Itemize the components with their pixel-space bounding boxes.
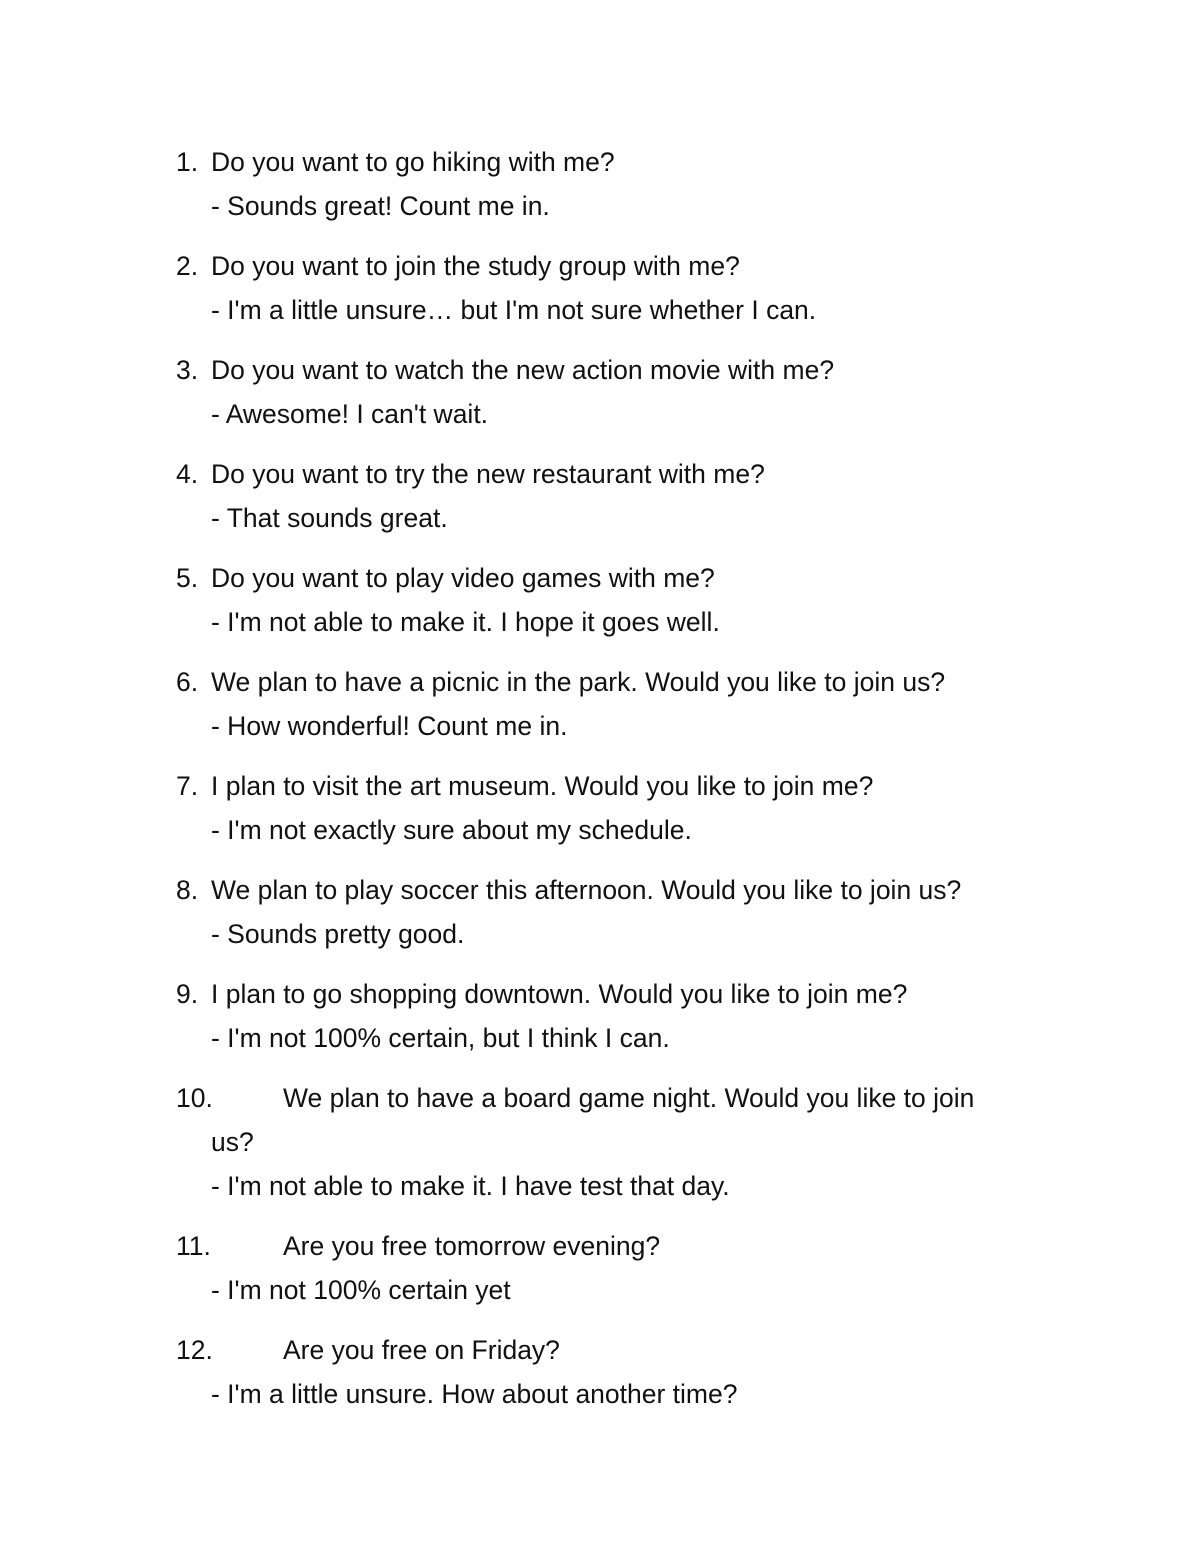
item-number: 1. (176, 147, 199, 177)
list-item (176, 660, 1056, 748)
answer-text: - How wonderful! Count me in. (211, 711, 568, 741)
question-list (176, 140, 1056, 1432)
answer-text: - I'm not exactly sure about my schedule. (211, 815, 692, 845)
answer-text: - That sounds great. (211, 503, 448, 533)
question-text: Do you want to watch the new action movie with me? (211, 355, 835, 385)
question-text: Do you want to play video games with me? (211, 563, 715, 593)
list-item (176, 972, 1056, 1060)
answer-text: - I'm not able to make it. I have test that day. (211, 1171, 730, 1201)
list-item (176, 1328, 1056, 1416)
answer-text: - Awesome! I can't wait. (211, 399, 489, 429)
answer-text: - I'm not 100% certain, but I think I can. (211, 1023, 670, 1053)
question-text: I plan to visit the art museum. Would you like to join me? (211, 771, 874, 801)
list-item (176, 556, 1056, 644)
question-text: Are you free on Friday? (283, 1335, 560, 1365)
question-text: Do you want to go hiking with me? (211, 147, 615, 177)
item-number: 9. (176, 979, 199, 1009)
list-item (176, 348, 1056, 436)
list-item (176, 1224, 1056, 1312)
list-item (176, 868, 1056, 956)
answer-text: - I'm not able to make it. I hope it goes well. (211, 607, 720, 637)
answer-text: - Sounds great! Count me in. (211, 191, 550, 221)
list-item (176, 764, 1056, 852)
question-block (176, 1076, 1056, 1164)
item-number: 7. (176, 771, 199, 801)
item-number: 12. (176, 1335, 213, 1365)
item-number: 11. (176, 1231, 211, 1261)
item-number: 10. (176, 1083, 213, 1113)
item-number: 6. (176, 667, 199, 697)
item-number: 8. (176, 875, 199, 905)
question-text: We plan to have a picnic in the park. Would you like to join us? (211, 667, 946, 697)
item-number: 2. (176, 251, 199, 281)
answer-text: - I'm a little unsure… but I'm not sure whether I can. (211, 295, 817, 325)
item-number: 5. (176, 563, 199, 593)
item-number: 3. (176, 355, 199, 385)
answer-text: - I'm a little unsure. How about another time? (211, 1379, 738, 1409)
question-text: Do you want to try the new restaurant with me? (211, 459, 765, 489)
question-text: Do you want to join the study group with me? (211, 251, 740, 281)
list-item (176, 140, 1056, 228)
question-text: I plan to go shopping downtown. Would you like to join me? (211, 979, 908, 1009)
question-text: Are you free tomorrow evening? (283, 1231, 661, 1261)
question-text: We plan to play soccer this afternoon. Would you like to join us? (211, 875, 962, 905)
list-item (176, 1076, 1056, 1208)
answer-text: - Sounds pretty good. (211, 919, 465, 949)
item-number: 4. (176, 459, 199, 489)
answer-text: - I'm not 100% certain yet (211, 1275, 511, 1305)
list-item (176, 452, 1056, 540)
question-text: We plan to have a board game night. Would you like to join (283, 1083, 975, 1113)
list-item (176, 244, 1056, 332)
question-text-continuation: us? (211, 1127, 254, 1157)
